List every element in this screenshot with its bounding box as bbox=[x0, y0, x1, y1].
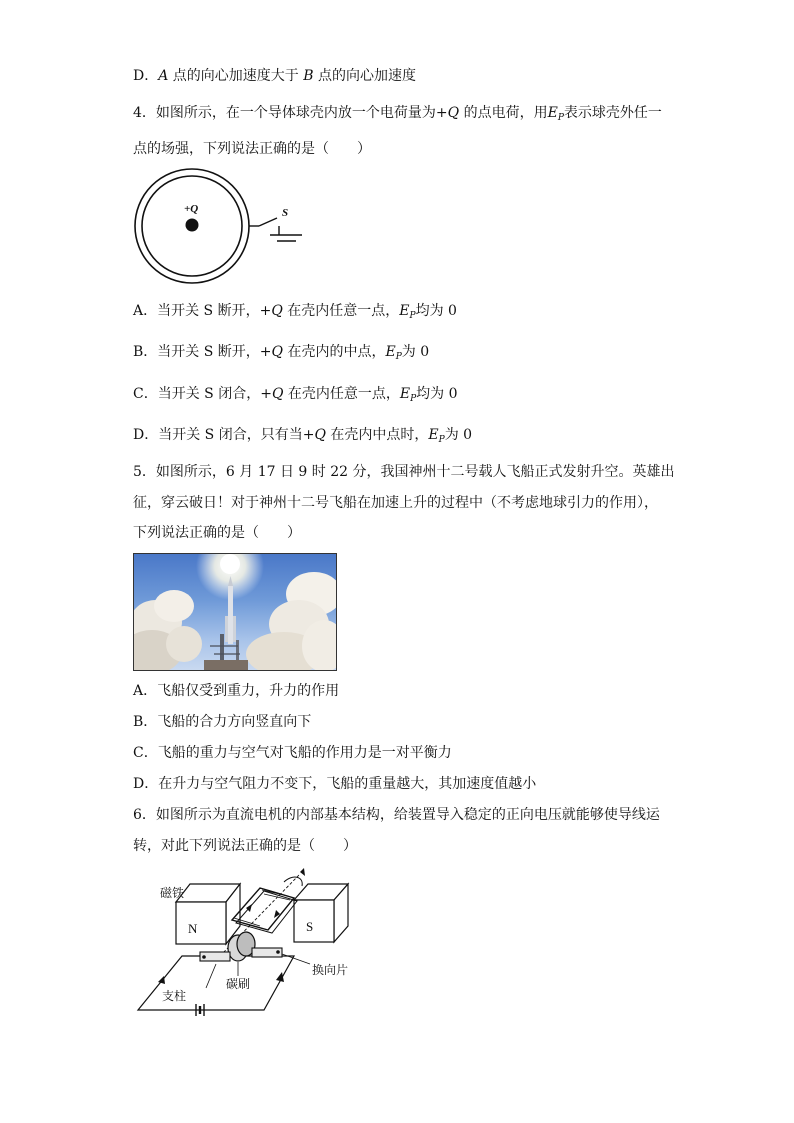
field-subscript: P bbox=[557, 113, 564, 123]
point-a-symbol: A bbox=[158, 68, 169, 84]
field-subscript: P bbox=[438, 435, 445, 445]
q6-stem-line2: 转，对此下列说法正确的是（ ） bbox=[133, 838, 357, 854]
rocket-booster bbox=[233, 616, 236, 642]
option-text: D．当开关 S 闭合，只有当+ bbox=[133, 427, 315, 443]
q4-option-a bbox=[133, 302, 457, 325]
field-symbol: E bbox=[385, 344, 396, 360]
option-text: 均为 0 bbox=[416, 386, 458, 402]
brush-label: 碳刷 bbox=[226, 977, 251, 991]
option-text: 均为 0 bbox=[415, 303, 457, 319]
brush-screw bbox=[276, 950, 280, 954]
charge-symbol: Q bbox=[314, 427, 326, 443]
q5-stem-line3: 下列说法正确的是（ ） bbox=[133, 525, 301, 541]
option-text: C．当开关 S 闭合，+ bbox=[133, 386, 272, 402]
magnet-label: 磁铁 bbox=[160, 886, 185, 900]
brush-screw bbox=[202, 955, 206, 959]
rocket bbox=[228, 586, 233, 644]
q5-option-b: B．飞船的合力方向竖直向下 bbox=[133, 714, 312, 730]
rocket-booster bbox=[225, 616, 228, 642]
field-symbol: E bbox=[547, 105, 558, 121]
smoke-cloud-left bbox=[166, 626, 202, 662]
switch-label: S bbox=[282, 207, 289, 219]
option-prefix: D． bbox=[133, 68, 159, 84]
q4-stem-line1 bbox=[133, 104, 662, 127]
current-arrow-icon bbox=[158, 976, 165, 984]
charge-symbol: Q bbox=[271, 386, 284, 402]
magnet-n-label: N bbox=[188, 921, 198, 936]
stem-text: 表示球壳外任一 bbox=[563, 105, 662, 121]
option-text: 为 0 bbox=[401, 344, 430, 360]
rocket-launch-scene bbox=[134, 554, 336, 670]
current-arrow-icon bbox=[276, 972, 284, 982]
sun bbox=[220, 554, 240, 574]
coil bbox=[232, 888, 294, 930]
field-symbol: E bbox=[399, 303, 410, 319]
post-leader-line bbox=[206, 964, 216, 988]
charge-symbol: Q bbox=[447, 105, 460, 121]
field-symbol: E bbox=[428, 427, 439, 443]
commutator-leader-line bbox=[282, 954, 310, 964]
rocket-launch-photo bbox=[133, 553, 337, 671]
stem-text: 的点电荷，用 bbox=[459, 105, 548, 121]
option-text: 在壳内任意一点， bbox=[282, 303, 400, 319]
q4-option-c bbox=[133, 385, 458, 408]
commutator-label: 换向片 bbox=[312, 963, 349, 977]
option-text: 在壳内的中点， bbox=[283, 344, 386, 360]
option-text: 点的向心加速度大于 bbox=[168, 68, 304, 84]
magnet-s-front bbox=[294, 900, 334, 942]
dc-motor-figure bbox=[134, 868, 364, 1018]
launch-pad bbox=[204, 660, 248, 670]
q5-option-a: A．飞船仅受到重力，升力的作用 bbox=[133, 683, 340, 699]
q3-option-d bbox=[133, 67, 416, 85]
option-text: A．当开关 S 断开，+ bbox=[133, 303, 272, 319]
magnet-s-label: S bbox=[306, 919, 314, 934]
charge-label: +Q bbox=[184, 203, 199, 215]
option-text: 在壳内任意一点， bbox=[283, 386, 400, 402]
field-subscript: P bbox=[409, 311, 416, 321]
field-symbol: E bbox=[399, 386, 411, 402]
shell-figure bbox=[130, 168, 310, 288]
option-text: 在壳内中点时， bbox=[325, 427, 429, 443]
q5-option-d: D．在升力与空气阻力不变下，飞船的重量越大，其加速度值越小 bbox=[133, 776, 537, 792]
field-subscript: P bbox=[410, 394, 417, 404]
q4-option-b bbox=[133, 343, 429, 366]
q5-stem-line2: 征，穿云破日！对于神州十二号飞船在加速上升的过程中（不考虑地球引力的作用）， bbox=[133, 495, 658, 511]
q5-stem-line1: 5．如图所示，6 月 17 日 9 时 22 分，我国神州十二号载人飞船正式发射升空。英雄出 bbox=[133, 464, 675, 480]
option-text: 为 0 bbox=[444, 427, 473, 443]
q5-option-c: C．飞船的重力与空气对飞船的作用力是一对平衡力 bbox=[133, 745, 452, 761]
rotation-arrow-icon bbox=[300, 868, 305, 876]
point-charge bbox=[186, 219, 199, 232]
q6-stem-line1: 6．如图所示为直流电机的内部基本结构，给装置导入稳定的正向电压就能够使导线运 bbox=[133, 807, 660, 823]
coil bbox=[236, 891, 297, 933]
stem-text: 4．如图所示，在一个导体球壳内放一个电荷量为+ bbox=[133, 105, 448, 121]
option-text: B．当开关 S 断开，+ bbox=[133, 344, 272, 360]
post-label: 支柱 bbox=[162, 989, 187, 1003]
magnet-n-front bbox=[176, 902, 226, 944]
rotation-arrow-icon bbox=[284, 877, 302, 886]
charge-symbol: Q bbox=[271, 344, 283, 360]
point-b-symbol: B bbox=[303, 68, 314, 84]
option-text: 点的向心加速度 bbox=[313, 68, 417, 84]
q4-stem-line2: 点的场强，下列说法正确的是（ ） bbox=[133, 141, 371, 157]
field-subscript: P bbox=[395, 352, 402, 362]
switch-blade bbox=[259, 218, 277, 226]
smoke-cloud-left bbox=[154, 590, 194, 622]
q4-option-d bbox=[133, 426, 472, 449]
charge-symbol: Q bbox=[271, 303, 283, 319]
